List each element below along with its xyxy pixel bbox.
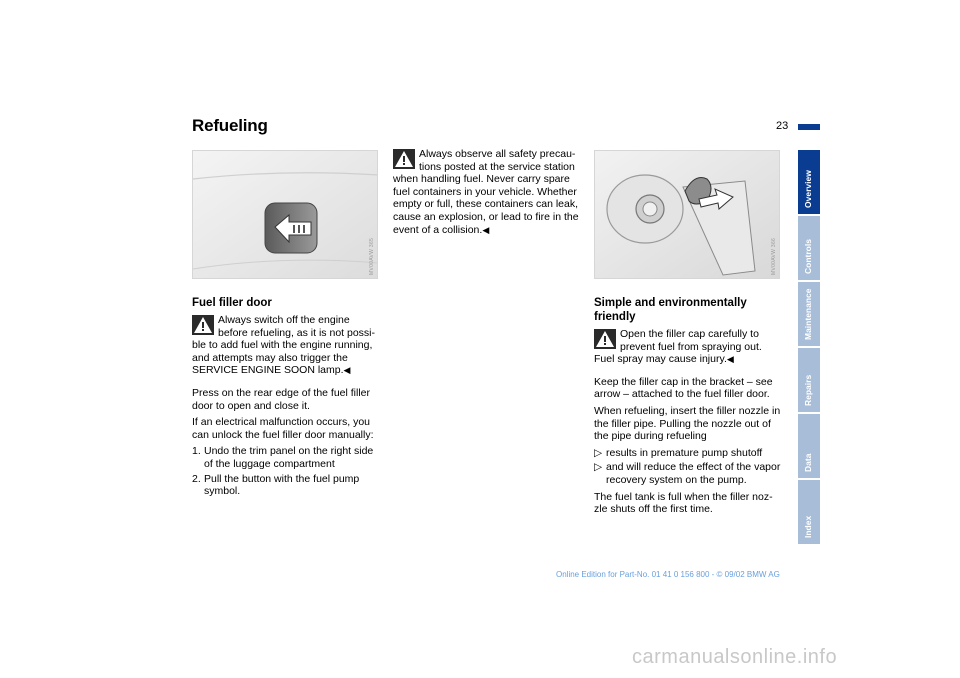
warning-triangle-icon: [192, 315, 214, 335]
list-item: ▷ results in premature pump shutoff: [594, 446, 763, 459]
tab-index[interactable]: Index: [798, 480, 820, 544]
filler-cap-warning-lead: Open the filler cap carefully to prevent fuel from spraying out.: [620, 328, 762, 353]
page-title: Refueling: [192, 116, 268, 135]
tank-full-paragraph: The fuel tank is full when the filler noz- zle shuts off the first time.: [594, 490, 773, 516]
tab-data[interactable]: Data: [798, 414, 820, 478]
safety-warning: [393, 148, 585, 236]
image-code-left: MV00AVW 365: [369, 237, 375, 275]
manual-unlock-steps: [192, 445, 382, 497]
bracket-paragraph: Keep the filler cap in the bracket – see arrow – attached to the fuel filler door.: [594, 375, 773, 401]
end-mark: ◀: [482, 224, 490, 235]
filler-cap-warning: [594, 328, 786, 366]
warning-triangle-icon: [393, 149, 415, 169]
engine-off-warning: [192, 314, 382, 377]
watermark: carmanualsonline.info: [632, 646, 838, 668]
filler-cap-illustration: [594, 150, 780, 279]
refueling-paragraph: When refueling, insert the filler nozzle in the filler pipe. Pulling the nozzle out of the pipe during refueling: [594, 404, 781, 443]
environment-heading: Simple and environmentally friendly: [594, 297, 747, 323]
refueling-effects-list: [594, 447, 786, 487]
environment-section: [594, 296, 786, 516]
footer-edition: Online Edition for Part-No. 01 41 0 156 800 - © 09/02 BMW AG: [556, 570, 780, 579]
fuel-filler-door-section: [192, 296, 382, 498]
page-number-bar: [798, 124, 820, 130]
fuel-filler-door-heading: Fuel filler door: [192, 297, 272, 309]
engine-off-warning-lead: Always switch off the engine before refueling, as it is not possi-: [218, 314, 375, 339]
end-mark: ◀: [343, 365, 351, 376]
engine-off-warning-text: ble to add fuel with the engine running, and attempts may also trigger the SERVICE ENGINE SOON lamp.: [192, 339, 373, 377]
tab-maintenance[interactable]: Maintenance: [798, 282, 820, 346]
list-item: ▷ and will reduce the effect of the vapor recovery system on the pump.: [594, 461, 781, 486]
fuel-filler-door-illustration: [192, 150, 378, 279]
open-close-paragraph: Press on the rear edge of the fuel filler door to open and close it.: [192, 386, 371, 412]
page-number: 23: [776, 120, 789, 132]
safety-section: [393, 148, 585, 236]
warning-triangle-icon: [594, 329, 616, 349]
end-mark: ◀: [726, 354, 734, 365]
list-item: 1. Undo the trim panel on the right side of the luggage compartment: [192, 445, 374, 470]
safety-warning-lead: Always observe all safety precau- tions posted at the service station: [419, 148, 576, 173]
safety-warning-text: when handling fuel. Never carry spare fuel containers in your vehicle. Whether empty or full, these containers can leak, cause an explosion, or lead to fire in the event of a collision.: [393, 173, 579, 236]
section-tabs: [798, 150, 820, 546]
image-code-right: MV00AVW 366: [771, 237, 777, 275]
list-item: 2. Pull the button with the fuel pump symbol.: [192, 472, 360, 498]
tab-controls[interactable]: Controls: [798, 216, 820, 280]
tab-repairs[interactable]: Repairs: [798, 348, 820, 412]
filler-cap-warning-text: Fuel spray may cause injury.: [594, 353, 727, 366]
tab-overview[interactable]: Overview: [798, 150, 820, 214]
malfunction-paragraph: If an electrical malfunction occurs, you can unlock the fuel filler door manually:: [192, 416, 374, 441]
